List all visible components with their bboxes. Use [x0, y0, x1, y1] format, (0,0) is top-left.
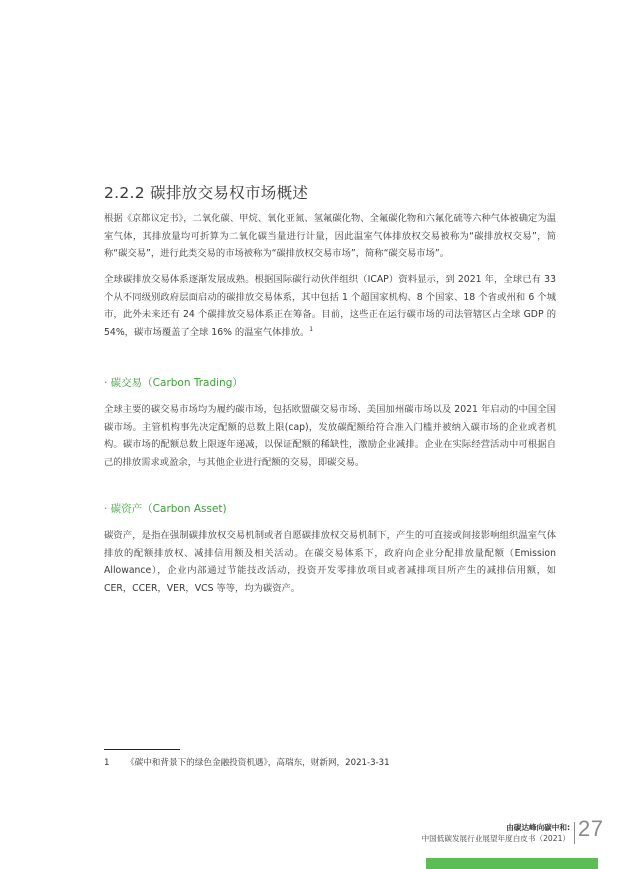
footer-divider: [574, 822, 575, 844]
section-title: 2.2.2 碳排放交易权市场概述: [104, 184, 309, 202]
footnote-divider: [104, 749, 180, 750]
carbon-asset-paragraph: 碳资产，是指在强制碳排放权交易机制或者自愿碳排放权交易机制下，产生的可直接或间接影响组织温室气体排放的配额排放权、减排信用额及相关活动。在碳交易体系下，政府向企业分配排放量配额（Emission Allowance），企业内部通过节能技改活动，投资开发零排放项目或者减排项目所产生的减排信用额，如 CER，CCER，VER，VCS 等等，均为碳资产。: [104, 530, 556, 594]
global-ets-paragraph-text: 全球碳排放交易体系逐渐发展成熟。根据国际碳行动伙伴组织（ICAP）资料显示，到 2021 年，全球已有 33 个从不同级别政府层面启动的碳排放交易体系，其中包括 1 个超国家机构、8 个国家、18 个省或州和 6 个城市，此外未来还有 24 个碳排放交易体系正在筹备。目前，这些正在运行碳市场的司法管辖区占全球 GDP 的 54%，碳市场覆盖了全球 16% 的温室气体排放。: [104, 274, 556, 338]
global-ets-paragraph: [104, 271, 556, 341]
footnote: [104, 756, 390, 768]
intro-paragraph-text: 根据《京都议定书》，二氧化碳、甲烷、氧化亚氮、氢氟碳化物、全氟碳化物和六氟化硫等六种气体被确定为温室气体，其排放量均可折算为二氧化碳当量进行计量，因此温室气体排放权交易被称为“碳排放权交易”，简称“碳交易”，进行此类交易的市场被称为“碳排放权交易市场”，简称“碳交易市场”。: [104, 213, 556, 260]
page-number: 27: [578, 816, 604, 841]
intro-paragraph: [104, 210, 556, 263]
footnote-number: 1: [104, 758, 110, 768]
carbon-trading-paragraph: 全球主要的碳交易市场均为履约碳市场，包括欧盟碳交易市场、美国加州碳市场以及 2021 年启动的中国全国碳市场。主管机构事先决定配额的总数上限(cap)，发放碳配额给符合准入门槛并被纳入碳市场的企业或者机构。碳市场的配额总数上限逐年递减，以保证配额的稀缺性，激励企业减排。企业在实际经营活动中可根据自己的排放需求或盈余，与其他企业进行配额的交易，即碳交易。: [104, 404, 556, 468]
footer-accent-bar: [426, 858, 598, 869]
footer-title-line2: 中国低碳发展行业展望年度白皮书（2021）: [421, 834, 570, 843]
footnote-text: 《碳中和背景下的绿色金融投资机遇》，高瑞东，财新网，2021-3-31: [126, 758, 390, 768]
footer-title-line1: 由碳达峰向碳中和:: [506, 823, 570, 832]
carbon-asset-heading: · 碳资产（Carbon Asset): [104, 503, 227, 515]
footnote-reference[interactable]: 1: [309, 325, 314, 333]
footer-report-title: [422, 822, 570, 844]
carbon-trading-heading: · 碳交易（Carbon Trading）: [104, 377, 243, 389]
